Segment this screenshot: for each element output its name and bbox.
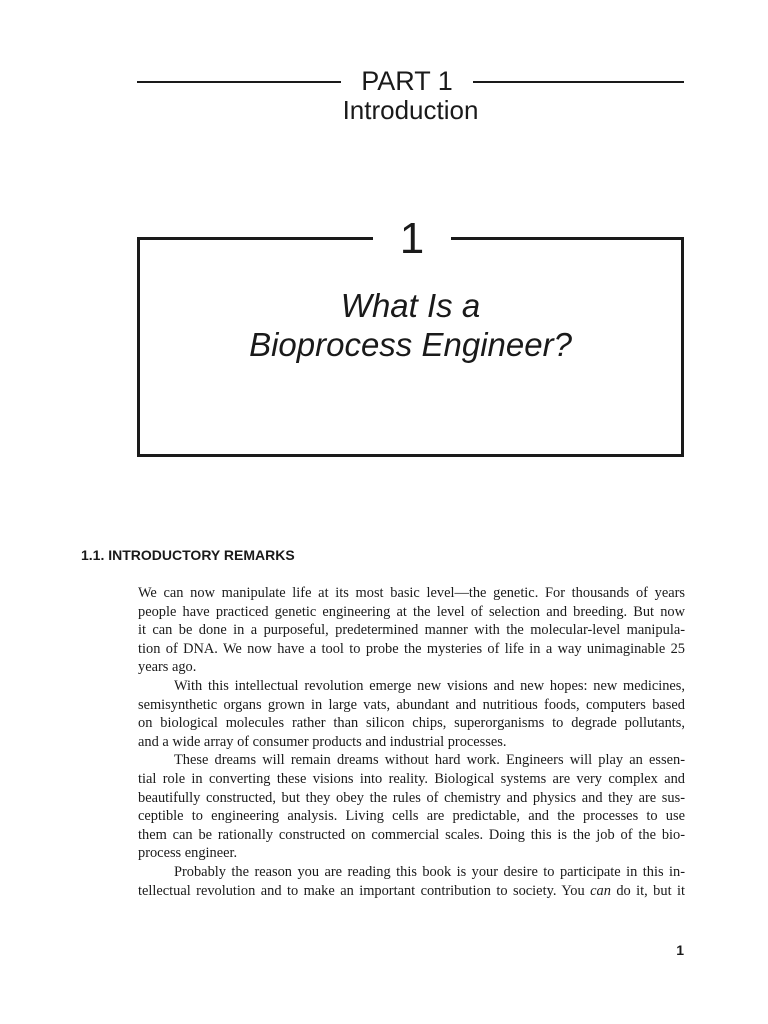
part-header xyxy=(137,62,684,132)
chapter-title-box xyxy=(137,214,684,457)
body-line: We can now manipulate life at its most basic level—the genetic. For thousands of years xyxy=(138,585,685,601)
section-heading: 1.1. INTRODUCTORY REMARKS xyxy=(81,547,295,563)
body-line xyxy=(138,882,685,901)
page-number: 1 xyxy=(676,942,684,958)
chapter-title xyxy=(140,286,681,364)
chapter-title-line-1: What Is a xyxy=(340,287,481,324)
body-line-segment: tellectual revolution and to make an important contribution to society. You xyxy=(138,882,591,899)
body-line: process engineer. xyxy=(138,845,238,862)
body-line: ceptible to engineering analysis. Living cells are predictable, and the processes to use xyxy=(138,808,685,825)
chapter-number: 1 xyxy=(373,211,451,267)
part-rule-right xyxy=(473,81,684,83)
part-title: Introduction xyxy=(342,95,479,125)
body-line: people have practiced genetic engineering at the level of selection and breeding. But now xyxy=(138,603,685,620)
part-label: PART 1 xyxy=(361,66,453,96)
body-line: and a wide array of consumer products and industrial processes. xyxy=(138,733,507,750)
body-line: on biological molecules rather than silicon chips, superorganisms to degrade pollutants, xyxy=(138,715,685,732)
body-line: them can be rationally constructed on commercial scales. Doing this is the job of the bio- xyxy=(138,826,685,843)
body-line-segment: do it, but it xyxy=(610,882,685,899)
chapter-title-line-2: Bioprocess Engineer? xyxy=(249,326,572,363)
body-line: Probably the reason you are reading this book is your desire to participate in this in- xyxy=(174,863,685,880)
part-rule-left xyxy=(137,81,341,83)
body-text xyxy=(138,584,685,900)
body-line: years ago. xyxy=(138,659,197,676)
body-line: tial role in converting these visions into reality. Biological systems are very complex and xyxy=(138,770,685,787)
body-line: With this intellectual revolution emerge new visions and new hopes: new medicines, xyxy=(174,677,685,694)
body-line: These dreams will remain dreams without hard work. Engineers will play an essen- xyxy=(174,752,685,769)
emphasis-can: can xyxy=(590,882,611,899)
body-line: semisynthetic organs grown in large vats, abundant and nutritious foods, computers based xyxy=(138,696,685,713)
body-line: beautifully constructed, but they obey the rules of chemistry and physics and they are sus- xyxy=(138,789,685,806)
body-line: tion of DNA. We now have a tool to probe the mysteries of life in a way unimaginable 25 xyxy=(138,640,685,657)
body-line: it can be done in a purposeful, predetermined manner with the molecular-level manipula- xyxy=(138,622,685,639)
